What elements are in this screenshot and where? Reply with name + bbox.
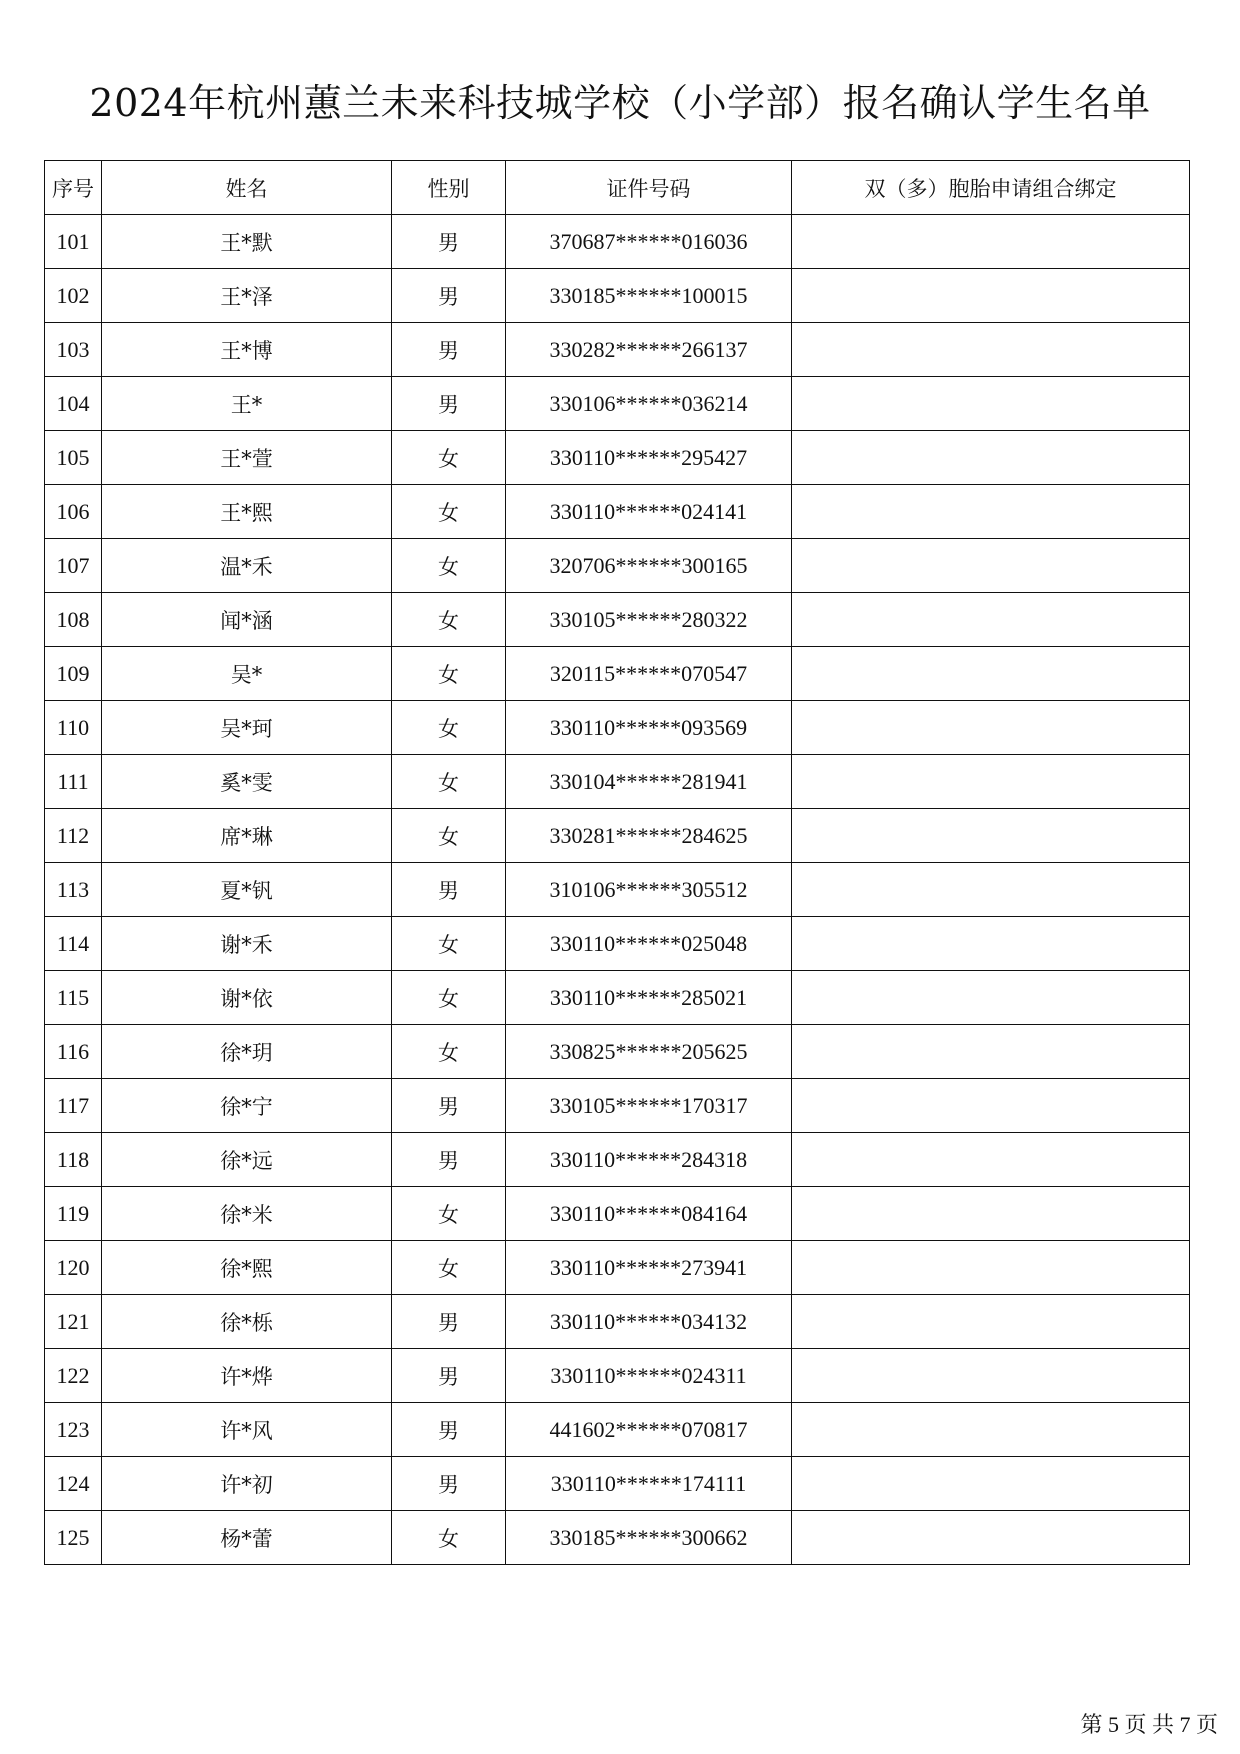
cell-gender: 男: [392, 1079, 506, 1133]
cell-id-number: 330110******024311: [506, 1349, 792, 1403]
cell-seq: 110: [45, 701, 102, 755]
table-row: [45, 647, 1190, 701]
table-row: [45, 1511, 1190, 1565]
cell-twin-binding: [792, 1241, 1190, 1295]
cell-name: 夏*钒: [102, 863, 392, 917]
table-row: [45, 1187, 1190, 1241]
cell-gender: 女: [392, 701, 506, 755]
cell-twin-binding: [792, 1511, 1190, 1565]
cell-gender: 女: [392, 971, 506, 1025]
document-title: 2024年杭州蕙兰未来科技城学校（小学部）报名确认学生名单: [89, 81, 1151, 125]
cell-gender: 男: [392, 323, 506, 377]
cell-id-number: 330110******295427: [506, 431, 792, 485]
cell-id-number: 330110******024141: [506, 485, 792, 539]
cell-seq: 114: [45, 917, 102, 971]
cell-name: 徐*玥: [102, 1025, 392, 1079]
cell-id-number: 330105******170317: [506, 1079, 792, 1133]
cell-seq: 111: [45, 755, 102, 809]
cell-twin-binding: [792, 323, 1190, 377]
cell-name: 徐*宁: [102, 1079, 392, 1133]
table-row: [45, 593, 1190, 647]
table-row: [45, 863, 1190, 917]
cell-gender: 男: [392, 215, 506, 269]
cell-id-number: 330282******266137: [506, 323, 792, 377]
table-row: [45, 323, 1190, 377]
cell-twin-binding: [792, 809, 1190, 863]
cell-seq: 119: [45, 1187, 102, 1241]
cell-seq: 109: [45, 647, 102, 701]
cell-id-number: 330185******100015: [506, 269, 792, 323]
cell-name: 王*萱: [102, 431, 392, 485]
cell-name: 徐*远: [102, 1133, 392, 1187]
table-row: [45, 971, 1190, 1025]
table-row: [45, 1457, 1190, 1511]
cell-seq: 112: [45, 809, 102, 863]
cell-twin-binding: [792, 917, 1190, 971]
cell-seq: 105: [45, 431, 102, 485]
cell-twin-binding: [792, 971, 1190, 1025]
cell-seq: 120: [45, 1241, 102, 1295]
header-twin-binding: 双（多）胞胎申请组合绑定: [792, 161, 1190, 215]
cell-name: 徐*熙: [102, 1241, 392, 1295]
cell-twin-binding: [792, 593, 1190, 647]
table-row: [45, 269, 1190, 323]
cell-name: 温*禾: [102, 539, 392, 593]
cell-id-number: 330106******036214: [506, 377, 792, 431]
cell-name: 徐*米: [102, 1187, 392, 1241]
cell-gender: 女: [392, 755, 506, 809]
header-seq: 序号: [45, 161, 102, 215]
cell-twin-binding: [792, 863, 1190, 917]
cell-seq: 121: [45, 1295, 102, 1349]
table-row: [45, 1349, 1190, 1403]
cell-seq: 107: [45, 539, 102, 593]
table-row: [45, 377, 1190, 431]
cell-twin-binding: [792, 1133, 1190, 1187]
cell-seq: 101: [45, 215, 102, 269]
cell-name: 王*: [102, 377, 392, 431]
table-row: [45, 1079, 1190, 1133]
cell-seq: 103: [45, 323, 102, 377]
cell-id-number: 330110******273941: [506, 1241, 792, 1295]
cell-id-number: 330110******034132: [506, 1295, 792, 1349]
cell-gender: 女: [392, 1241, 506, 1295]
table-row: [45, 917, 1190, 971]
cell-gender: 男: [392, 1133, 506, 1187]
cell-twin-binding: [792, 1457, 1190, 1511]
cell-gender: 男: [392, 863, 506, 917]
table-row: [45, 1133, 1190, 1187]
cell-gender: 女: [392, 539, 506, 593]
table-body: [45, 215, 1190, 1565]
cell-seq: 113: [45, 863, 102, 917]
cell-twin-binding: [792, 215, 1190, 269]
header-gender: 性别: [392, 161, 506, 215]
cell-name: 徐*栎: [102, 1295, 392, 1349]
cell-name: 席*琳: [102, 809, 392, 863]
table-row: [45, 701, 1190, 755]
table-row: [45, 485, 1190, 539]
cell-gender: 女: [392, 809, 506, 863]
cell-gender: 男: [392, 377, 506, 431]
cell-name: 王*博: [102, 323, 392, 377]
cell-name: 许*烨: [102, 1349, 392, 1403]
cell-twin-binding: [792, 1079, 1190, 1133]
table-row: [45, 1241, 1190, 1295]
cell-name: 闻*涵: [102, 593, 392, 647]
cell-id-number: 310106******305512: [506, 863, 792, 917]
table-header-row: [45, 161, 1190, 215]
cell-seq: 115: [45, 971, 102, 1025]
cell-seq: 117: [45, 1079, 102, 1133]
cell-id-number: 330110******025048: [506, 917, 792, 971]
cell-twin-binding: [792, 1295, 1190, 1349]
cell-id-number: 330281******284625: [506, 809, 792, 863]
cell-name: 奚*雯: [102, 755, 392, 809]
cell-gender: 男: [392, 269, 506, 323]
student-roster-table: [44, 160, 1190, 1565]
cell-gender: 女: [392, 647, 506, 701]
table-row: [45, 1025, 1190, 1079]
cell-id-number: 320706******300165: [506, 539, 792, 593]
cell-seq: 106: [45, 485, 102, 539]
cell-gender: 男: [392, 1295, 506, 1349]
cell-id-number: 330110******284318: [506, 1133, 792, 1187]
table-row: [45, 1295, 1190, 1349]
cell-name: 许*风: [102, 1403, 392, 1457]
cell-twin-binding: [792, 701, 1190, 755]
cell-twin-binding: [792, 431, 1190, 485]
table-row: [45, 539, 1190, 593]
cell-gender: 男: [392, 1349, 506, 1403]
table-row: [45, 1403, 1190, 1457]
cell-id-number: 441602******070817: [506, 1403, 792, 1457]
header-name: 姓名: [102, 161, 392, 215]
cell-name: 谢*禾: [102, 917, 392, 971]
cell-id-number: 330110******174111: [506, 1457, 792, 1511]
cell-gender: 女: [392, 485, 506, 539]
cell-id-number: 330105******280322: [506, 593, 792, 647]
cell-id-number: 330110******093569: [506, 701, 792, 755]
cell-id-number: 330104******281941: [506, 755, 792, 809]
cell-id-number: 330185******300662: [506, 1511, 792, 1565]
cell-twin-binding: [792, 1025, 1190, 1079]
cell-name: 杨*蕾: [102, 1511, 392, 1565]
cell-seq: 104: [45, 377, 102, 431]
cell-twin-binding: [792, 755, 1190, 809]
cell-seq: 108: [45, 593, 102, 647]
cell-gender: 女: [392, 1511, 506, 1565]
header-id-number: 证件号码: [506, 161, 792, 215]
cell-seq: 123: [45, 1403, 102, 1457]
page-number: 第 5 页 共 7 页: [1080, 1712, 1218, 1737]
table-row: [45, 215, 1190, 269]
cell-seq: 124: [45, 1457, 102, 1511]
cell-seq: 102: [45, 269, 102, 323]
cell-seq: 116: [45, 1025, 102, 1079]
cell-twin-binding: [792, 269, 1190, 323]
cell-name: 吴*: [102, 647, 392, 701]
cell-twin-binding: [792, 1349, 1190, 1403]
cell-gender: 男: [392, 1457, 506, 1511]
cell-gender: 女: [392, 1187, 506, 1241]
cell-id-number: 320115******070547: [506, 647, 792, 701]
table-row: [45, 431, 1190, 485]
cell-seq: 125: [45, 1511, 102, 1565]
cell-name: 王*泽: [102, 269, 392, 323]
cell-name: 王*默: [102, 215, 392, 269]
cell-name: 许*初: [102, 1457, 392, 1511]
cell-twin-binding: [792, 485, 1190, 539]
cell-name: 吴*珂: [102, 701, 392, 755]
cell-twin-binding: [792, 1187, 1190, 1241]
cell-gender: 女: [392, 431, 506, 485]
cell-name: 谢*依: [102, 971, 392, 1025]
table-row: [45, 755, 1190, 809]
cell-twin-binding: [792, 1403, 1190, 1457]
table-row: [45, 809, 1190, 863]
cell-id-number: 330110******084164: [506, 1187, 792, 1241]
cell-id-number: 330110******285021: [506, 971, 792, 1025]
cell-name: 王*熙: [102, 485, 392, 539]
cell-seq: 118: [45, 1133, 102, 1187]
cell-id-number: 330825******205625: [506, 1025, 792, 1079]
cell-id-number: 370687******016036: [506, 215, 792, 269]
cell-twin-binding: [792, 539, 1190, 593]
cell-gender: 男: [392, 1403, 506, 1457]
cell-twin-binding: [792, 647, 1190, 701]
cell-gender: 女: [392, 917, 506, 971]
cell-gender: 女: [392, 593, 506, 647]
cell-gender: 女: [392, 1025, 506, 1079]
cell-seq: 122: [45, 1349, 102, 1403]
cell-twin-binding: [792, 377, 1190, 431]
